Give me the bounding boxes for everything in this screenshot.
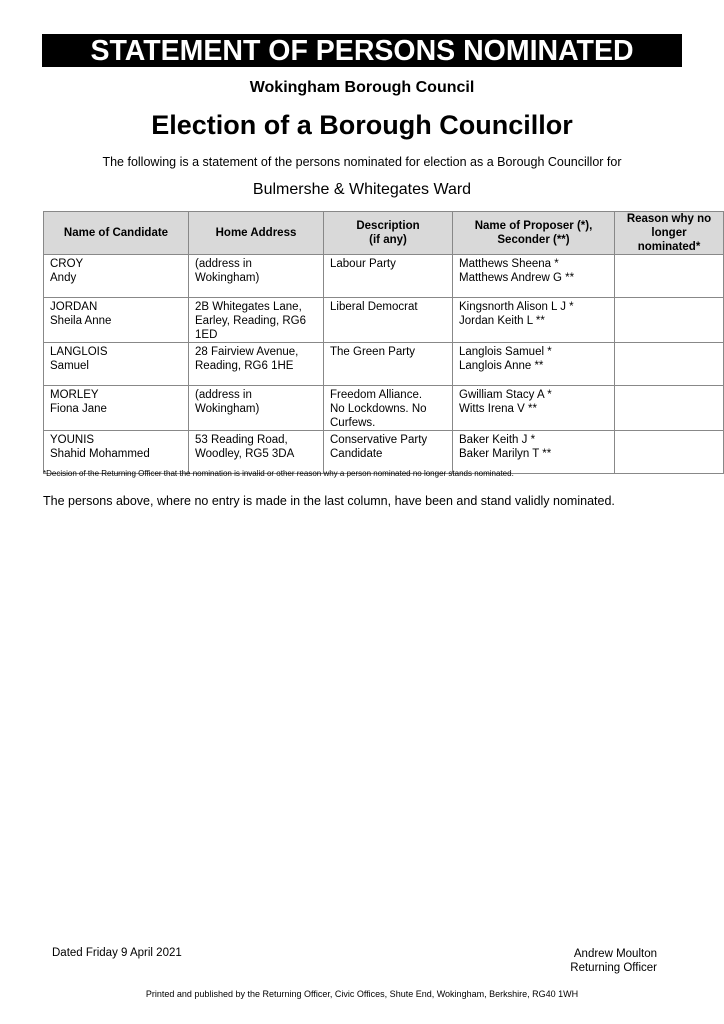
intro-text: The following is a statement of the persons nominated for election as a Borough Councillor for bbox=[102, 155, 622, 169]
header-address bbox=[189, 212, 324, 255]
candidate-name-cell bbox=[44, 255, 189, 298]
description-cell bbox=[324, 386, 453, 431]
cell-text: 28 Fairview Avenue, bbox=[195, 346, 299, 358]
banner-title: STATEMENT OF PERSONS NOMINATED bbox=[42, 34, 682, 67]
cell-text: Matthews Sheena * bbox=[459, 258, 559, 270]
cell-text: Conservative Party bbox=[330, 434, 428, 446]
home-address-cell bbox=[189, 298, 324, 343]
council-name: Wokingham Borough Council bbox=[249, 79, 475, 96]
cell-text: (address in bbox=[195, 389, 252, 401]
valid-nomination-statement: The persons above, where no entry is made in the last column, have been and stand validly nominated. bbox=[43, 494, 615, 508]
table-row bbox=[44, 298, 724, 343]
officer-name: Andrew Moulton bbox=[573, 948, 657, 960]
cell-text: JORDAN bbox=[50, 301, 98, 313]
dated-line: Dated Friday 9 April 2021 bbox=[52, 947, 182, 959]
reason-cell bbox=[615, 255, 724, 298]
header-text: Description bbox=[356, 220, 420, 232]
reason-cell bbox=[615, 298, 724, 343]
cell-text: 1ED bbox=[195, 329, 218, 341]
cell-text: No Lockdowns. No bbox=[330, 403, 427, 415]
proposer-seconder-cell bbox=[453, 298, 615, 343]
officer-title: Returning Officer bbox=[570, 962, 657, 974]
cell-text: Kingsnorth Alison L J * bbox=[459, 301, 574, 313]
proposer-seconder-cell bbox=[453, 386, 615, 431]
cell-text: Freedom Alliance. bbox=[330, 389, 423, 401]
cell-text: 2B Whitegates Lane, bbox=[195, 301, 302, 313]
cell-text: Wokingham) bbox=[195, 403, 260, 415]
description-cell bbox=[324, 431, 453, 474]
cell-text: Curfews. bbox=[330, 417, 376, 429]
description-cell bbox=[324, 343, 453, 386]
table-row bbox=[44, 343, 724, 386]
proposer-seconder-cell bbox=[453, 431, 615, 474]
candidate-name-cell bbox=[44, 386, 189, 431]
table-row bbox=[44, 386, 724, 431]
header-proposer bbox=[453, 212, 615, 255]
cell-text: Labour Party bbox=[330, 258, 396, 270]
header-text: Name of Candidate bbox=[63, 227, 169, 239]
nominations-table bbox=[43, 211, 724, 474]
cell-text: MORLEY bbox=[50, 389, 99, 401]
home-address-cell bbox=[189, 386, 324, 431]
cell-text: (address in bbox=[195, 258, 252, 270]
cell-text: Matthews Andrew G ** bbox=[459, 272, 575, 284]
header-text: longer bbox=[651, 227, 687, 239]
header-text: nominated* bbox=[637, 241, 701, 253]
home-address-cell bbox=[189, 431, 324, 474]
cell-text: Samuel bbox=[50, 360, 89, 372]
cell-text: YOUNIS bbox=[50, 434, 95, 446]
cell-text: Langlois Samuel * bbox=[459, 346, 552, 358]
candidate-name-cell bbox=[44, 431, 189, 474]
cell-text: Langlois Anne ** bbox=[459, 360, 544, 372]
cell-text: Earley, Reading, RG6 bbox=[195, 315, 307, 327]
ward-name: Bulmershe & Whitegates Ward bbox=[252, 181, 472, 198]
proposer-seconder-cell bbox=[453, 255, 615, 298]
election-title: Election of a Borough Councillor bbox=[151, 110, 573, 140]
cell-text: Witts Irena V ** bbox=[459, 403, 537, 415]
cell-text: Reading, RG6 1HE bbox=[195, 360, 294, 372]
cell-text: Candidate bbox=[330, 448, 383, 460]
cell-text: 53 Reading Road, bbox=[195, 434, 288, 446]
printed-by: Printed and published by the Returning Officer, Civic Offices, Shute End, Wokingham, Berkshire, RG40 1WH bbox=[145, 989, 579, 999]
cell-text: The Green Party bbox=[330, 346, 416, 358]
description-cell bbox=[324, 255, 453, 298]
table-header-row bbox=[44, 212, 724, 255]
cell-text: Liberal Democrat bbox=[330, 301, 418, 313]
cell-text: Fiona Jane bbox=[50, 403, 107, 415]
header-text: Name of Proposer (*), bbox=[474, 220, 593, 232]
cell-text: Sheila Anne bbox=[50, 315, 112, 327]
cell-text: LANGLOIS bbox=[50, 346, 108, 358]
cell-text: Baker Marilyn T ** bbox=[459, 448, 552, 460]
cell-text: Gwilliam Stacy A * bbox=[459, 389, 552, 401]
cell-text: CROY bbox=[50, 258, 84, 270]
cell-text: Baker Keith J * bbox=[459, 434, 536, 446]
description-cell bbox=[324, 298, 453, 343]
candidate-name-cell bbox=[44, 343, 189, 386]
reason-cell bbox=[615, 343, 724, 386]
header-candidate bbox=[44, 212, 189, 255]
cell-text: Shahid Mohammed bbox=[50, 448, 150, 460]
footnote: *Decision of the Returning Officer that the nomination is invalid or other reason why a person nominated no longer stands nominated. bbox=[43, 469, 514, 478]
proposer-seconder-cell bbox=[453, 343, 615, 386]
cell-text: Woodley, RG5 3DA bbox=[195, 448, 295, 460]
header-text: Home Address bbox=[215, 227, 297, 239]
header-text: (if any) bbox=[369, 234, 407, 246]
cell-text: Andy bbox=[50, 272, 77, 284]
reason-cell bbox=[615, 386, 724, 431]
header-text: Reason why no bbox=[626, 213, 712, 225]
header-description bbox=[324, 212, 453, 255]
officer-signature bbox=[570, 947, 657, 975]
header-text: Seconder (**) bbox=[497, 234, 570, 246]
candidate-name-cell bbox=[44, 298, 189, 343]
table-row bbox=[44, 431, 724, 474]
reason-cell bbox=[615, 431, 724, 474]
cell-text: Jordan Keith L ** bbox=[459, 315, 545, 327]
header-reason bbox=[615, 212, 724, 255]
cell-text: Wokingham) bbox=[195, 272, 260, 284]
table-row bbox=[44, 255, 724, 298]
home-address-cell bbox=[189, 255, 324, 298]
home-address-cell bbox=[189, 343, 324, 386]
